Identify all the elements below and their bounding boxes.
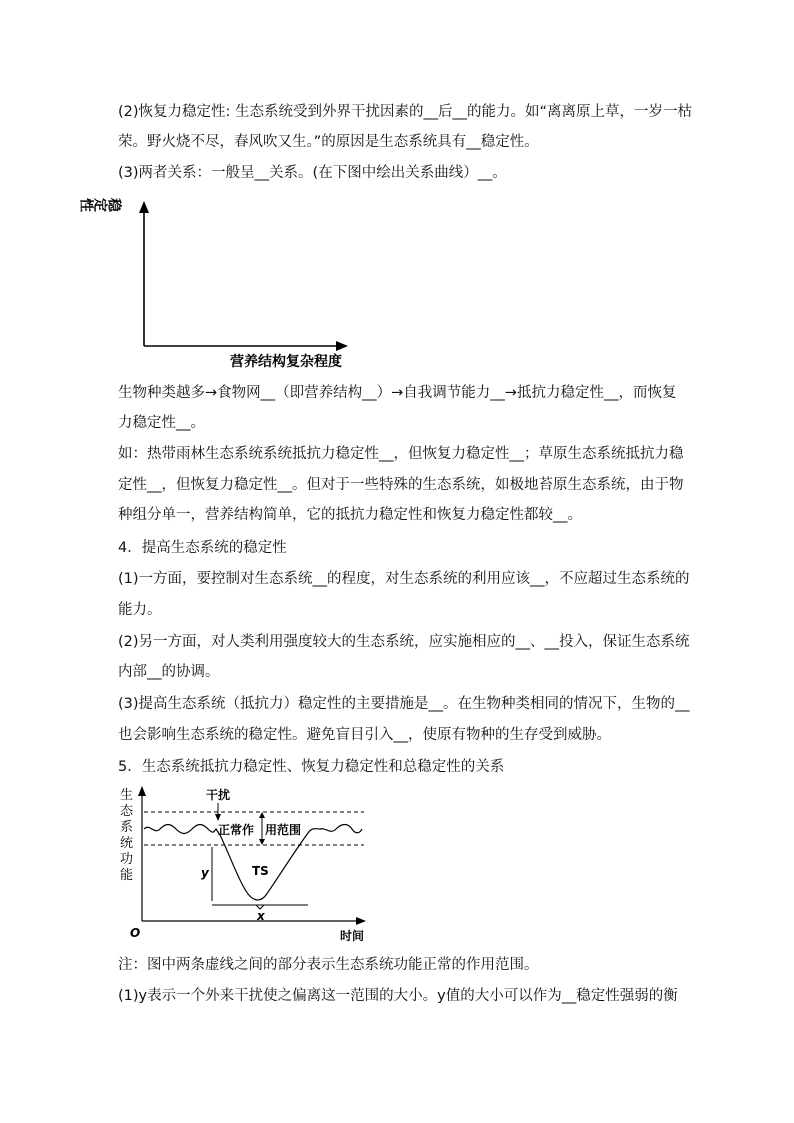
- text-line-7: 定性__，但恢复力稳定性__。但对于一些特殊的生态系统，如极地苔原生态系统，由于物: [118, 477, 684, 493]
- text-line-15: 也会影响生态系统的稳定性。避免盲目引入__，使原有物种的生存受到威胁。: [118, 727, 611, 743]
- text-line-3: (3)两者关系：一般呈__关系。(在下图中绘出关系曲线）__。: [118, 165, 507, 181]
- text-line-14: (3)提高生态系统（抵抗力）稳定性的主要措施是__。在生物种类相同的情况下，生物的__: [118, 696, 690, 712]
- disturbance-arrowhead: [215, 814, 221, 821]
- range-arrow-top: [259, 812, 265, 818]
- text-line-2: 荣。野火烧不尽，春风吹又生。”的原因是生态系统具有__稳定性。: [118, 134, 539, 150]
- x-label: x: [257, 909, 265, 923]
- note-line: 注：图中两条虚线之间的部分表示生态系统功能正常的作用范围。: [118, 957, 539, 973]
- ts-label: TS: [252, 864, 269, 878]
- text-line-8: 种组分单一，营养结构简单，它的抵抗力稳定性和恢复力稳定性都较__。: [118, 507, 582, 523]
- graph2-x-label: 时间: [340, 929, 365, 943]
- graph2-y-arrow: [138, 786, 146, 796]
- stability-diagram: [112, 783, 372, 945]
- text-line-5: 力稳定性__。: [118, 415, 205, 431]
- section-5-heading: 5．生态系统抵抗力稳定性、恢复力稳定性和总稳定性的关系: [118, 759, 505, 775]
- graph2-ylabel-2: 态: [120, 804, 134, 819]
- text-line-6: 如：热带雨林生态系统系统抵抗力稳定性__，但恢复力稳定性__；草原生态系统抵抗力稳: [118, 446, 684, 462]
- text-line-12: (2)另一方面，对人类利用强度较大的生态系统，应实施相应的__、__投入，保证生态系统: [118, 634, 690, 650]
- disturbance-label: 干扰: [206, 788, 231, 802]
- y-label: y: [201, 866, 209, 880]
- graph2-ylabel-3: 系: [120, 820, 134, 835]
- range-arrow-bottom: [259, 839, 265, 845]
- range-label-left: 正常作: [218, 823, 255, 837]
- graph2-ylabel-1: 生: [120, 788, 134, 803]
- graph1-y-label: 稳定性: [80, 196, 122, 212]
- graph2-ylabel-4: 统: [120, 836, 134, 851]
- relationship-graph: [80, 196, 370, 372]
- graph1-y-arrow: [139, 201, 149, 213]
- graph1-x-arrow: [336, 341, 348, 351]
- text-line-10: (1)一方面，要控制对生态系统__的程度，对生态系统的利用应该__，不应超过生态系统的: [118, 571, 690, 587]
- text-line-4: 生物种类越多→食物网__（即营养结构__）→自我调节能力__→抵抗力稳定性__，而恢复: [118, 385, 677, 401]
- graph2-origin: O: [130, 926, 141, 940]
- graph2-x-arrow: [356, 917, 366, 925]
- graph1-x-label: 营养结构复杂程度: [230, 354, 342, 370]
- section-4-heading: 4．提高生态系统的稳定性: [118, 540, 287, 556]
- range-label-right: 用范围: [265, 823, 302, 837]
- text-line-18: (1)y表示一个外来干扰使之偏离这一范围的大小。y值的大小可以作为__稳定性强弱的衡: [118, 988, 678, 1004]
- text-line-13: 内部__的协调。: [118, 664, 220, 680]
- text-line-11: 能力。: [118, 602, 162, 618]
- text-line-1: (2)恢复力稳定性: 生态系统受到外界干扰因素的__后__的能力。如“离离原上草，一岁一枯: [118, 104, 693, 120]
- graph2-ylabel-5: 功: [120, 852, 134, 867]
- graph2-ylabel-6: 能: [120, 868, 134, 883]
